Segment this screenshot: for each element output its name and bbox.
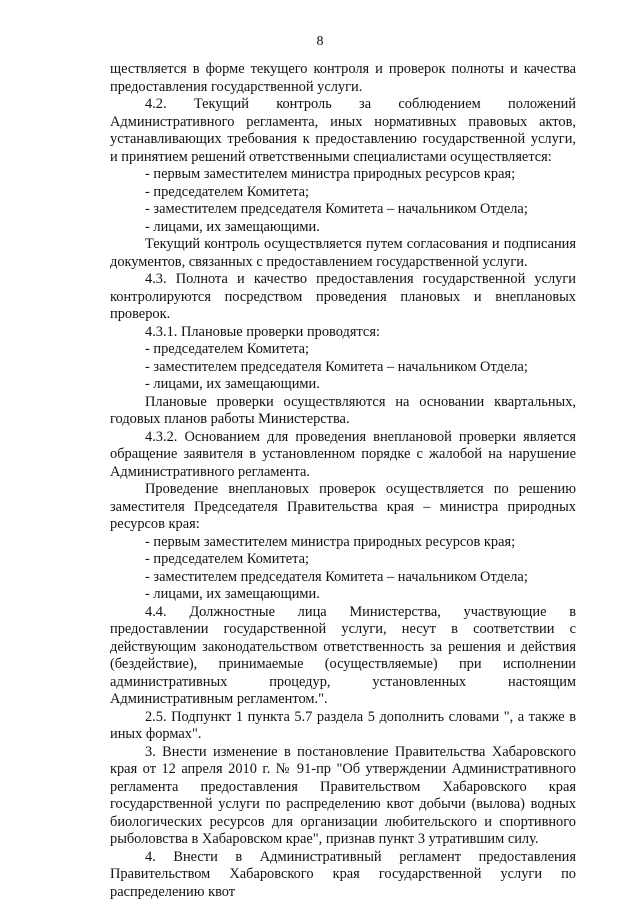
- paragraph-4-3: 4.3. Полнота и качество предоставления государственной услуги контролируются посредством проведения плановых и внеплановых проверок.: [110, 271, 576, 322]
- list-item: - председателем Комитета;: [145, 183, 309, 200]
- list-item: - заместителем председателя Комитета – начальником Отдела;: [145, 568, 528, 585]
- document-body: [110, 61, 576, 901]
- list-item: - первым заместителем министра природных ресурсов края;: [145, 533, 516, 550]
- paragraph-4: 4. Внести в Административный регламент предоставления Правительством Хабаровского края государственной услуги по распределению квот: [110, 848, 576, 900]
- paragraph: Проведение внеплановых проверок осуществляется по решению заместителя Председателя Правительства края – министра природных ресурсов края:: [110, 481, 576, 532]
- paragraph-4-3-2: 4.3.2. Основанием для проведения внеплановой проверки является обращение заявителя в установленном порядке с жалобой на нарушение Административного регламента.: [110, 428, 576, 480]
- page-number: 8: [316, 34, 324, 49]
- paragraph-4-3-1: 4.3.1. Плановые проверки проводятся:: [145, 323, 380, 340]
- list-item: - лицами, их замещающими.: [145, 586, 320, 602]
- list-item: - первым заместителем министра природных ресурсов края;: [145, 166, 516, 182]
- paragraph-3: 3. Внести изменение в постановление Правительства Хабаровского края от 12 апреля 2010 г. № 91-пр "Об утверждении Административного регламента предоставления Правительством Хабаровского края государственной услуги по распределению квот добычи (вылова) водных биологических ресурсов для организации любительского и спортивного рыболовства в Хабаровском крае", признав пункт 3 утратившим силу.: [110, 743, 576, 847]
- paragraph-continuation: ществляется в форме текущего контроля и проверок полноты и качества предоставления государственной услуги.: [110, 61, 576, 95]
- paragraph-2-5: 2.5. Подпункт 1 пункта 5.7 раздела 5 дополнить словами ", а также в иных формах".: [110, 708, 576, 742]
- paragraph: Плановые проверки осуществляются на основании квартальных, годовых планов работы Министерства.: [110, 393, 576, 427]
- list-item: - заместителем председателя Комитета – начальником Отдела;: [145, 201, 528, 217]
- list-item: - председателем Комитета;: [145, 341, 309, 357]
- list-item: - лицами, их замещающими.: [145, 376, 320, 392]
- list-item: - заместителем председателя Комитета – начальником Отдела;: [145, 358, 528, 375]
- list-item: - лицами, их замещающими.: [145, 218, 320, 235]
- paragraph: Текущий контроль осуществляется путем согласования и подписания документов, связанных с предоставлением государственной услуги.: [110, 236, 576, 270]
- list-item: - председателем Комитета;: [145, 551, 309, 567]
- paragraph-4-2: 4.2. Текущий контроль за соблюдением положений Административного регламента, иных нормативных правовых актов, устанавливающих требования к предоставлению государственной услуги, и принятием решений ответственными специалистами осуществляется:: [110, 96, 576, 165]
- paragraph-4-4: 4.4. Должностные лица Министерства, участвующие в предоставлении государственной услуги, несут в соответствии с действующим законодательством ответственность за решения и действия (бездействие), принимаемые (осуществляемые) при исполнении административных процедур, установленных настоящим Административным регламентом.".: [110, 603, 576, 707]
